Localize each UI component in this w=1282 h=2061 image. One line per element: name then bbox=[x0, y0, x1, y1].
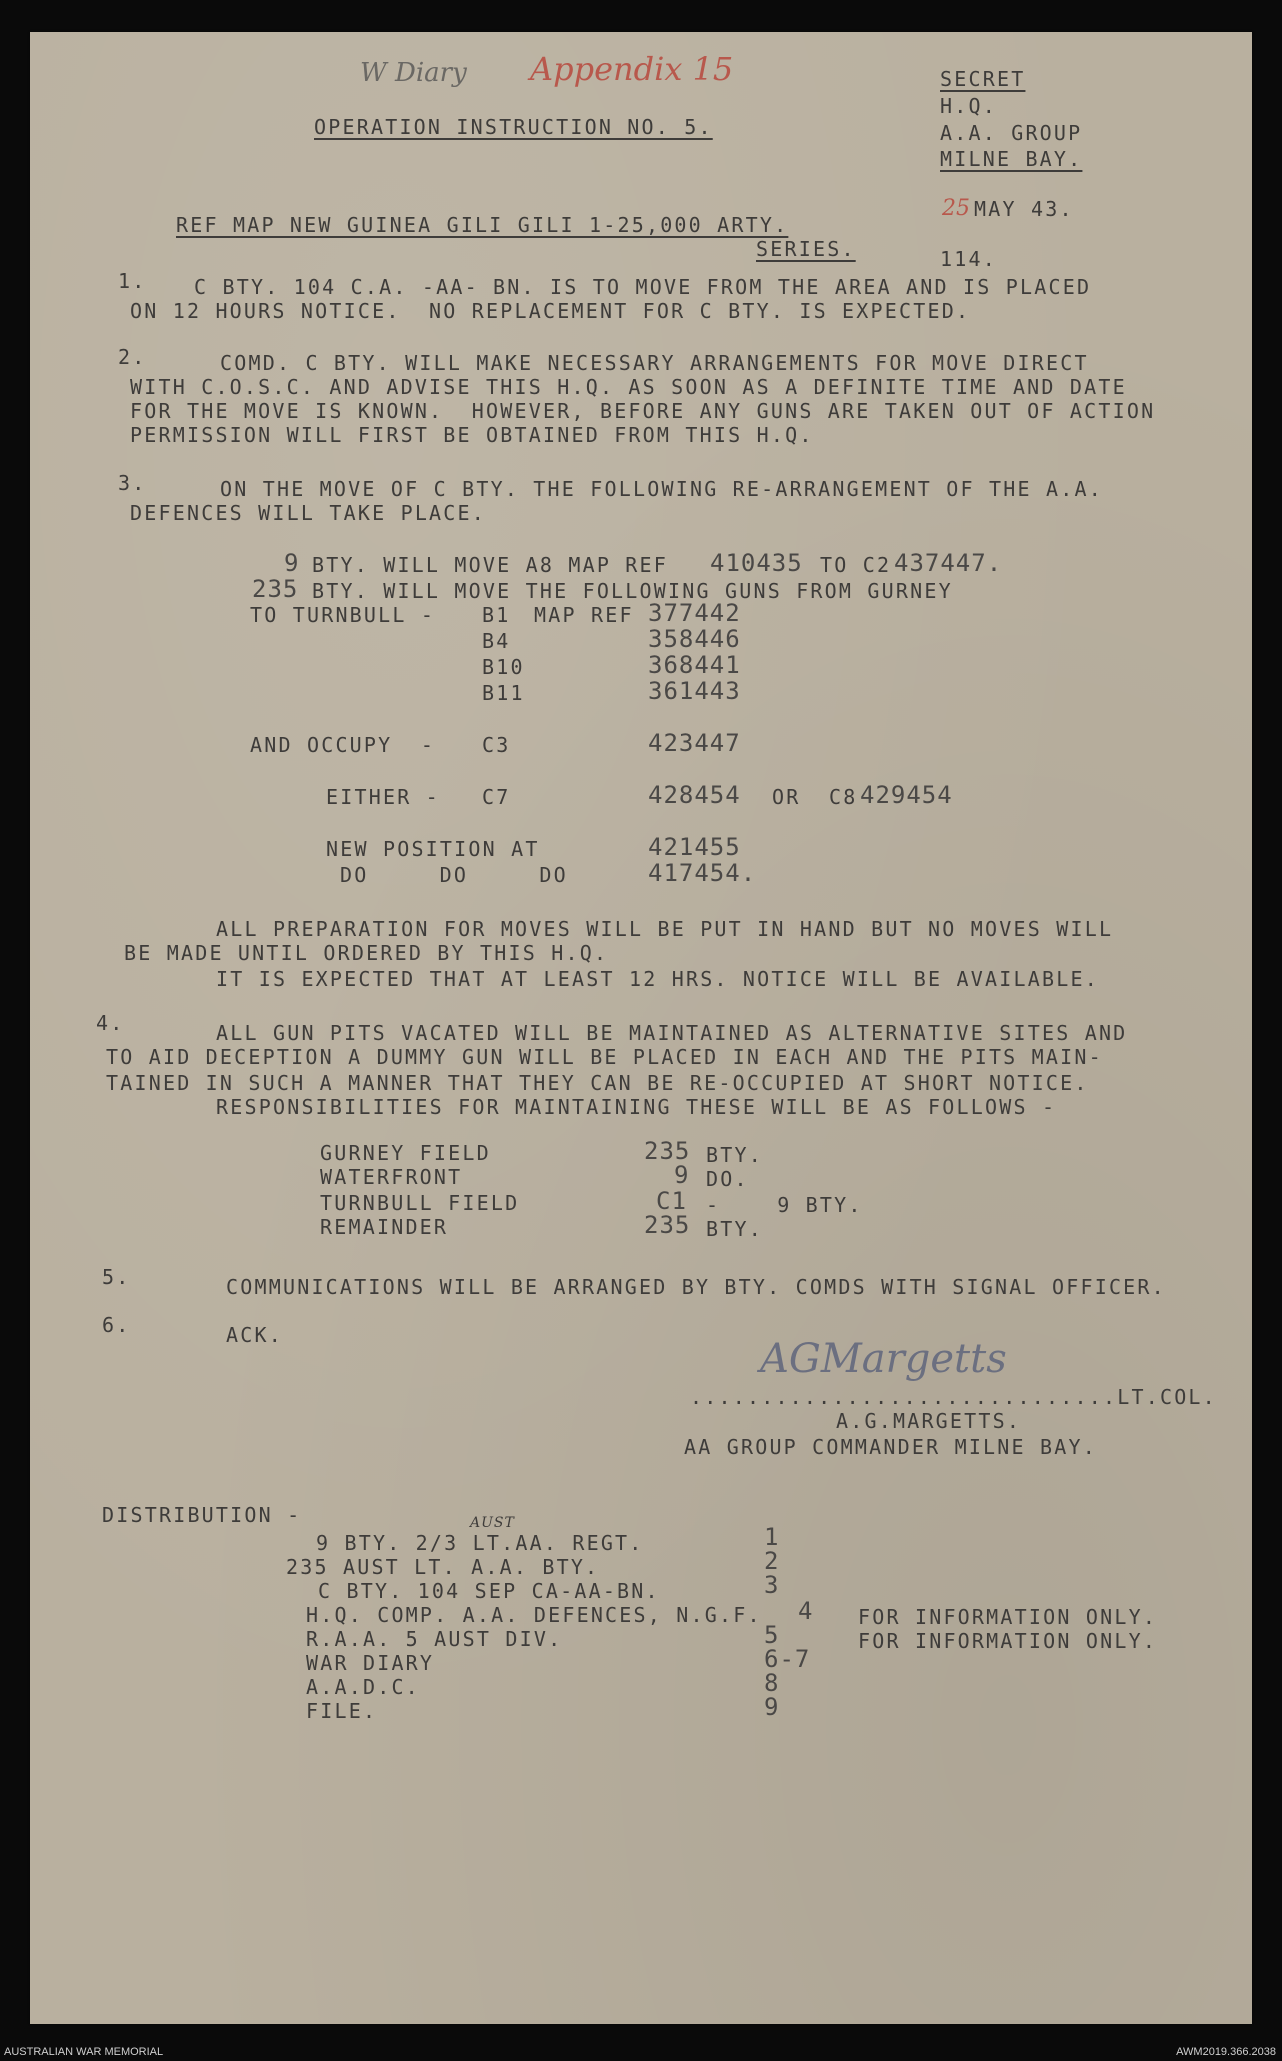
aust-insert: AUST bbox=[470, 1515, 515, 1531]
para-6-number: 6. bbox=[102, 1313, 131, 1337]
footer-accession-number: AWM2019.366.2038 bbox=[1176, 2046, 1276, 2058]
resp-site-turnbull: TURNBULL FIELD bbox=[320, 1191, 520, 1215]
resp-unit-num-gurney: 235 bbox=[644, 1137, 691, 1165]
resp-unit-waterfront: DO. bbox=[706, 1167, 749, 1191]
appendix-note: Appendix 15 bbox=[530, 50, 734, 88]
distribution-row: H.Q. COMP. A.A. DEFENCES, N.G.F. bbox=[306, 1603, 762, 1627]
document-page bbox=[30, 32, 1252, 2024]
new-position-label: NEW POSITION AT bbox=[326, 837, 540, 861]
distribution-note: FOR INFORMATION ONLY. bbox=[858, 1629, 1158, 1653]
gun-b4: B4 bbox=[482, 629, 511, 653]
hq-line-1: H.Q. bbox=[940, 94, 997, 118]
para-4-line-2: TO AID DECEPTION A DUMMY GUN WILL BE PLACED IN EACH AND THE PITS MAIN- bbox=[106, 1045, 1103, 1069]
distribution-copy: 1 bbox=[764, 1523, 780, 1551]
gun-b1-ref: 377442 bbox=[648, 599, 741, 627]
gun-b11-ref: 361443 bbox=[648, 677, 741, 705]
or-ref: 429454 bbox=[860, 781, 953, 809]
para-2-line-4: PERMISSION WILL FIRST BE OBTAINED FROM THIS H.Q. bbox=[130, 423, 814, 447]
distribution-label: DISTRIBUTION - bbox=[102, 1503, 302, 1527]
para-4-line-3: TAINED IN SUCH A MANNER THAT THEY CAN BE RE-OCCUPIED AT SHORT NOTICE. bbox=[106, 1071, 1089, 1095]
reference-number: 114. bbox=[940, 247, 997, 271]
move-2-bty: 235 bbox=[252, 575, 299, 603]
resp-unit-gurney: BTY. bbox=[706, 1143, 763, 1167]
distribution-copy: 6-7 bbox=[764, 1645, 811, 1673]
hq-line-3: MILNE BAY. bbox=[940, 147, 1083, 171]
para-2-number: 2. bbox=[118, 345, 147, 369]
move-1-to-label: TO C2 bbox=[820, 553, 892, 577]
ref-map-line-1: REF MAP NEW GUINEA GILI GILI 1-25,000 ARTY. bbox=[176, 213, 789, 237]
occupy-ref: 423447 bbox=[648, 729, 741, 757]
distribution-row: C BTY. 104 SEP CA-AA-BN. bbox=[318, 1579, 660, 1603]
gun-b10-ref: 368441 bbox=[648, 651, 741, 679]
distribution-row: FILE. bbox=[306, 1699, 378, 1723]
gun-b10: B10 bbox=[482, 655, 525, 679]
para-4-number: 4. bbox=[96, 1011, 125, 1035]
war-diary-note: W Diary bbox=[360, 58, 467, 88]
signer-title: AA GROUP COMMANDER MILNE BAY. bbox=[684, 1435, 1097, 1459]
either-gun: C7 bbox=[482, 785, 511, 809]
para-1-line-2: ON 12 HOURS NOTICE. NO REPLACEMENT FOR C BTY. IS EXPECTED. bbox=[130, 299, 971, 323]
either-label: EITHER - bbox=[326, 785, 440, 809]
distribution-row: A.A.D.C. bbox=[306, 1675, 420, 1699]
signer-name: A.G.MARGETTS. bbox=[836, 1409, 1022, 1433]
distribution-row: 235 AUST LT. A.A. BTY. bbox=[286, 1555, 600, 1579]
prep-line-3: IT IS EXPECTED THAT AT LEAST 12 HRS. NOTICE WILL BE AVAILABLE. bbox=[216, 967, 1099, 991]
distribution-row: R.A.A. 5 AUST DIV. bbox=[306, 1627, 563, 1651]
date-rest: MAY 43. bbox=[974, 197, 1074, 221]
resp-unit-num-turnbull: C1 bbox=[656, 1187, 687, 1215]
distribution-copy: 2 bbox=[764, 1547, 780, 1575]
resp-unit-remainder: BTY. bbox=[706, 1217, 763, 1241]
para-4-line-4: RESPONSIBILITIES FOR MAINTAINING THESE WILL BE AS FOLLOWS - bbox=[216, 1095, 1057, 1119]
distribution-copy: 4 bbox=[798, 1597, 814, 1625]
signature-dots-rank: ..............................LT.COL. bbox=[690, 1385, 1217, 1409]
either-ref: 428454 bbox=[648, 781, 741, 809]
distribution-copy: 3 bbox=[764, 1571, 780, 1599]
move-1-from: 410435 bbox=[710, 549, 803, 577]
to-turnbull-label: TO TURNBULL - bbox=[250, 603, 436, 627]
para-6-line-1: ACK. bbox=[226, 1323, 283, 1347]
distribution-copy: 8 bbox=[764, 1669, 780, 1697]
do-label: DO DO DO bbox=[340, 863, 568, 887]
do-ref: 417454. bbox=[648, 859, 757, 887]
resp-unit-num-waterfront: 9 bbox=[674, 1161, 690, 1189]
para-3-number: 3. bbox=[118, 471, 147, 495]
para-5-number: 5. bbox=[102, 1265, 131, 1289]
distribution-copy: 9 bbox=[764, 1693, 780, 1721]
move-2-text: BTY. WILL MOVE THE FOLLOWING GUNS FROM GURNEY bbox=[312, 579, 953, 603]
move-1-bty: 9 bbox=[284, 549, 300, 577]
prep-line-1: ALL PREPARATION FOR MOVES WILL BE PUT IN HAND BUT NO MOVES WILL bbox=[216, 917, 1114, 941]
footer-institution: AUSTRALIAN WAR MEMORIAL bbox=[4, 2046, 164, 2058]
gun-b11: B11 bbox=[482, 681, 525, 705]
para-4-line-1: ALL GUN PITS VACATED WILL BE MAINTAINED AS ALTERNATIVE SITES AND bbox=[216, 1021, 1128, 1045]
resp-site-gurney: GURNEY FIELD bbox=[320, 1141, 491, 1165]
gun-b4-ref: 358446 bbox=[648, 625, 741, 653]
para-5-line-1: COMMUNICATIONS WILL BE ARRANGED BY BTY. COMDS WITH SIGNAL OFFICER. bbox=[226, 1275, 1166, 1299]
occupy-gun: C3 bbox=[482, 733, 511, 757]
gun-b1-label: MAP REF bbox=[534, 603, 634, 627]
distribution-note: FOR INFORMATION ONLY. bbox=[858, 1605, 1158, 1629]
move-1-to: 437447. bbox=[894, 549, 1003, 577]
or-text: OR C8 bbox=[772, 785, 858, 809]
distribution-row: WAR DIARY bbox=[306, 1651, 435, 1675]
para-1-number: 1. bbox=[118, 269, 147, 293]
ref-map-line-2: SERIES. bbox=[756, 237, 856, 261]
date-day: 25 bbox=[942, 196, 970, 221]
distribution-row: 9 BTY. 2/3 LT.AA. REGT. bbox=[316, 1531, 644, 1555]
para-1-line-1: C BTY. 104 C.A. -AA- BN. IS TO MOVE FROM THE AREA AND IS PLACED bbox=[194, 275, 1092, 299]
para-2-line-2: WITH C.O.S.C. AND ADVISE THIS H.Q. AS SOON AS A DEFINITE TIME AND DATE bbox=[130, 375, 1127, 399]
para-2-line-3: FOR THE MOVE IS KNOWN. HOWEVER, BEFORE ANY GUNS ARE TAKEN OUT OF ACTION bbox=[130, 399, 1156, 423]
resp-unit-num-remainder: 235 bbox=[644, 1211, 691, 1239]
resp-unit-turnbull: - 9 BTY. bbox=[706, 1193, 863, 1217]
para-2-line-1: COMD. C BTY. WILL MAKE NECESSARY ARRANGEMENTS FOR MOVE DIRECT bbox=[220, 351, 1089, 375]
occupy-label: AND OCCUPY - bbox=[250, 733, 436, 757]
gun-b1: B1 bbox=[482, 603, 511, 627]
resp-site-waterfront: WATERFRONT bbox=[320, 1165, 463, 1189]
distribution-copy: 5 bbox=[764, 1621, 780, 1649]
move-1-text: BTY. WILL MOVE A8 MAP REF bbox=[312, 553, 669, 577]
resp-site-remainder: REMAINDER bbox=[320, 1215, 449, 1239]
hq-line-2: A.A. GROUP bbox=[940, 121, 1083, 145]
classification-label: SECRET bbox=[940, 67, 1026, 91]
para-3-line-2: DEFENCES WILL TAKE PLACE. bbox=[130, 501, 487, 525]
prep-line-2: BE MADE UNTIL ORDERED BY THIS H.Q. bbox=[124, 941, 609, 965]
para-3-line-1: ON THE MOVE OF C BTY. THE FOLLOWING RE-ARRANGEMENT OF THE A.A. bbox=[220, 477, 1103, 501]
handwritten-signature: AGMargetts bbox=[760, 1336, 1007, 1382]
new-position-ref: 421455 bbox=[648, 833, 741, 861]
document-title: OPERATION INSTRUCTION NO. 5. bbox=[314, 115, 713, 139]
